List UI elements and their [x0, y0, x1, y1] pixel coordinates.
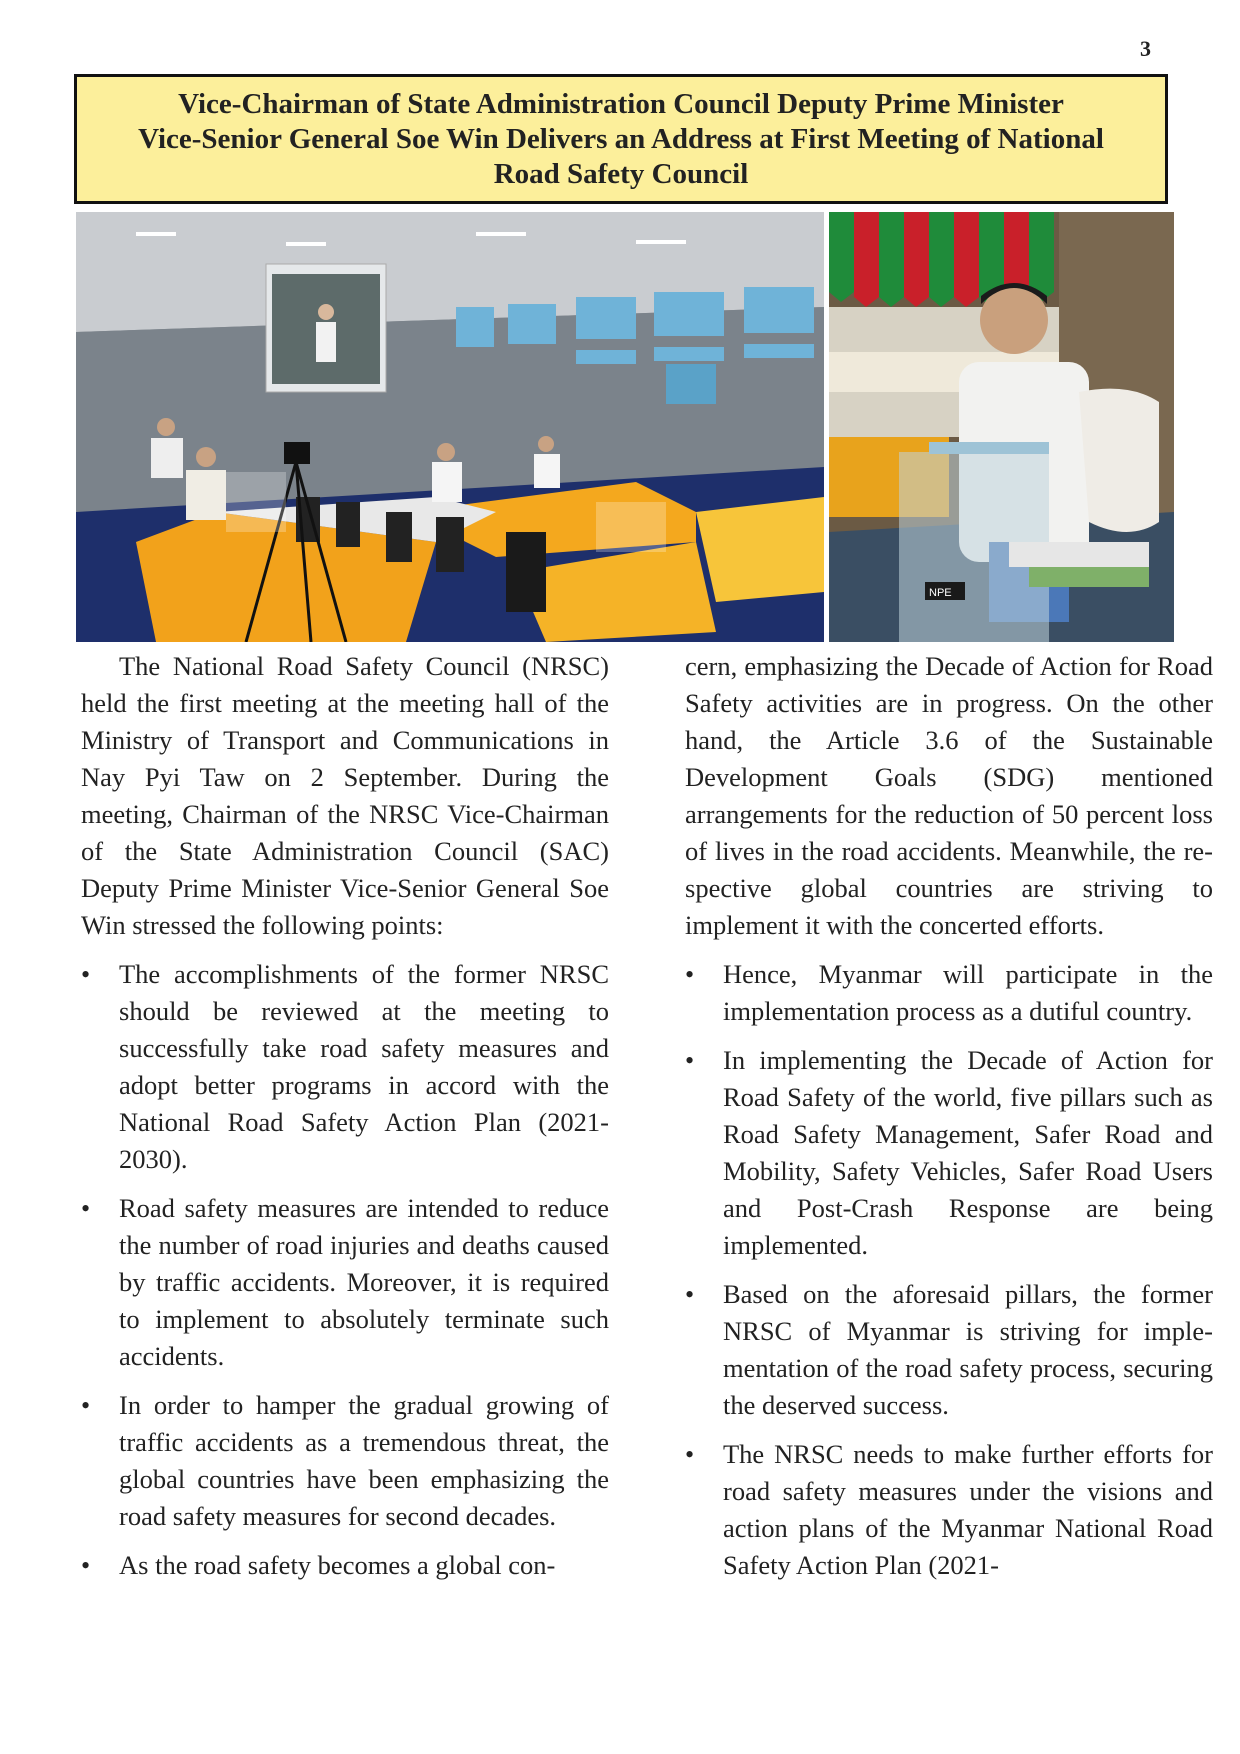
continuation-paragraph: cern, emphasizing the Decade of Action for Road Safety activities are in progress. On the other hand, the Article 3.6 of the Sustainable Development Goals (SDG) mentioned arrangements for the reduction of 50 percent loss of lives in the road accidents. Meanwhile, the respective global countries are striving to implement it with the concerted efforts. [685, 651, 1213, 940]
bullet-item: • Based on the aforesaid pillars, the former NRSC of Myanmar is striving for implementation of the road safety process, securing the deserved success. [685, 1276, 1213, 1424]
headline-line-2: Vice-Senior General Soe Win Delivers an Address at First Meeting of National [138, 122, 1104, 155]
bullet-item: • Hence, Myanmar will participate in the implementation process as a dutiful country. [685, 956, 1213, 1030]
intro-paragraph: The National Road Safety Council (NRSC) held the first meeting at the meeting hall of the Ministry of Transport and Communications in Nay Pyi Taw on 2 September. During the meeting, Chairman of the NRSC Vice-Chairman of the State Administration Council (SAC) Deputy Prime Minister Vice-Senior General Soe Win stressed the following points: [81, 651, 609, 940]
bullet-item: • As the road safety becomes a global con- [81, 1547, 609, 1584]
bullet-item: • Road safety measures are intended to reduce the number of road injuries and deaths caused by traffic accidents. Moreover, it is required to implement to absolutely terminate such accidents. [81, 1190, 609, 1375]
bullet-item: • The NRSC needs to make further efforts for road safety measures under the visions and action plans of the Myanmar National Road Safety Action Plan (2021- [685, 1436, 1213, 1584]
podium-label: NPE [929, 587, 952, 599]
bullet-item: • In order to hamper the gradual growing of traffic accidents as a tremendous threat, the global countries have been emphasizing the road safety measures for second decades. [81, 1387, 609, 1535]
speaker-photo [829, 212, 1174, 642]
left-bullet-list [81, 956, 609, 1584]
headline-box [74, 74, 1168, 204]
speaker-illustration [829, 212, 1174, 642]
bullet-item: • In implementing the Decade of Action for Road Safety of the world, five pillars such as Road Safety Management, Safer Road and Mobility, Safety Vehicles, Safer Road Users and Post-Crash Response are being implemented. [685, 1042, 1213, 1264]
right-bullet-list [685, 956, 1213, 1584]
headline-line-3: Road Safety Council [493, 157, 749, 190]
headline-line-1: Vice-Chairman of State Administration Council Deputy Prime Minister [178, 87, 1064, 120]
meeting-hall-illustration [76, 212, 824, 642]
right-text-column [685, 648, 1213, 1584]
meeting-hall-photo [76, 212, 824, 642]
page-number: 3 [1140, 36, 1151, 61]
left-text-column [81, 648, 609, 1584]
bullet-item: • The accomplishments of the former NRSC should be reviewed at the meeting to successfully take road safety measures and adopt better programs in accord with the National Road Safety Action Plan (2021-2030). [81, 956, 609, 1178]
